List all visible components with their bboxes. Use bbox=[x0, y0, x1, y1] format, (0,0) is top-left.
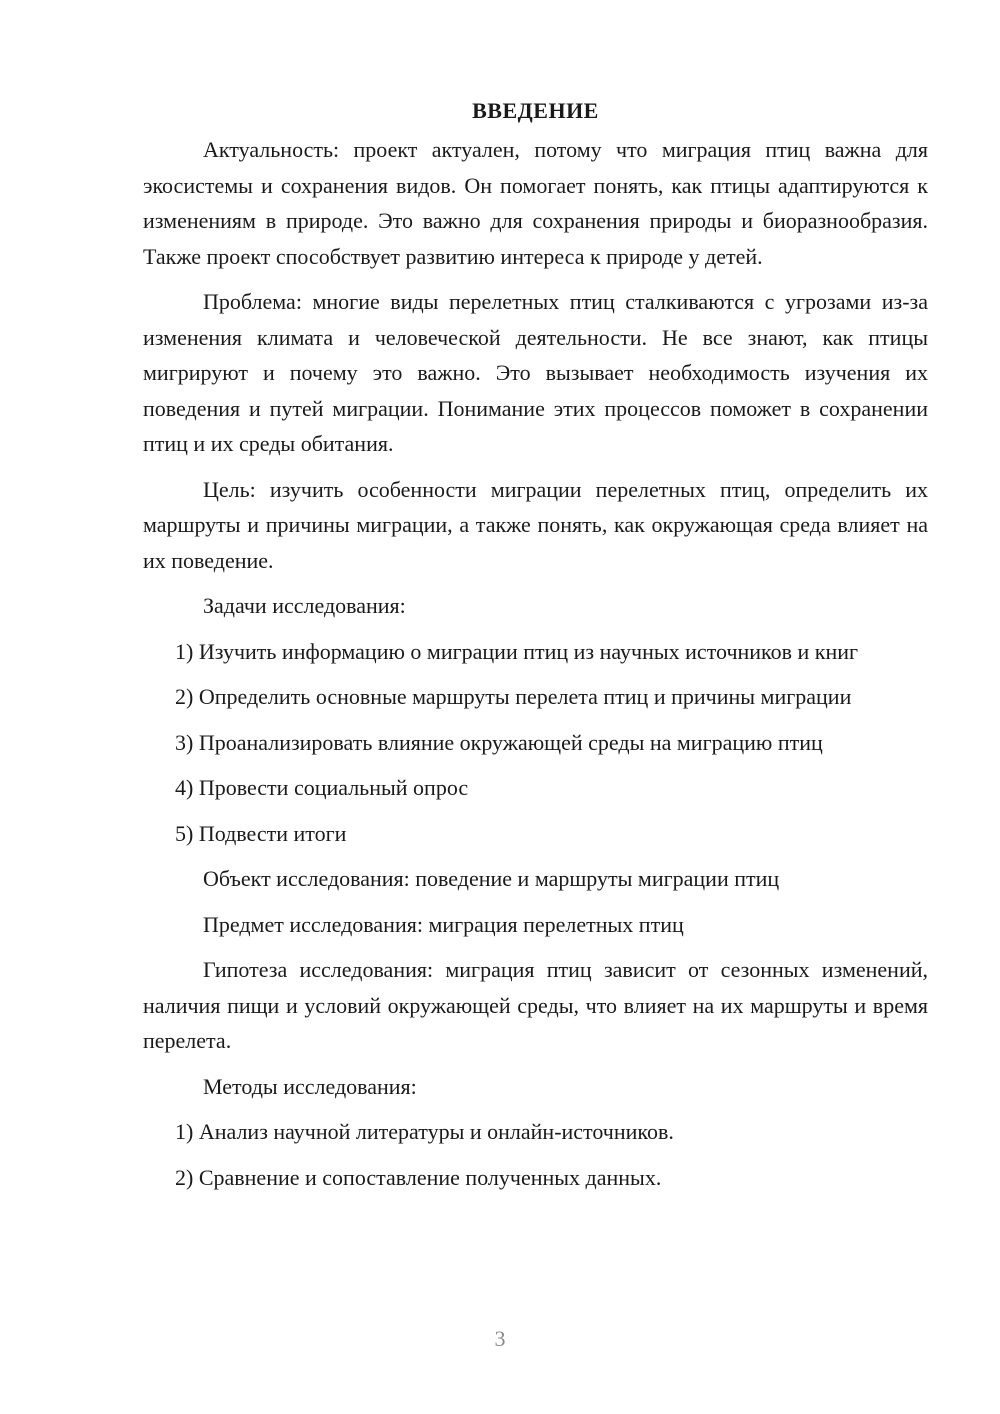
goal-paragraph: Цель: изучить особенности миграции перелетных птиц, определить их маршруты и причины миграции, а также понять, как окружающая среда влияет на их поведение. bbox=[143, 476, 928, 573]
page-title: ВВЕДЕНИЕ bbox=[472, 98, 599, 123]
page-number: 3 bbox=[494, 1326, 506, 1351]
research-object: Объект исследования: поведение и маршруты миграции птиц bbox=[203, 866, 780, 891]
task-item-3: 3) Проанализировать влияние окружающей среды на миграцию птиц bbox=[175, 729, 823, 755]
task-item-2: 2) Определить основные маршруты перелета птиц и причины миграции bbox=[175, 684, 852, 709]
relevance-paragraph: Актуальность: проект актуален, потому что миграция птиц важна для экосистемы и сохранения видов. Он помогает понять, как птицы адаптируются к изменениям в природе. Это важно для сохранения природы и биоразнообразия. Также проект способствует развитию интереса к природе у детей. bbox=[143, 137, 928, 269]
research-subject: Предмет исследования: миграция перелетных птиц bbox=[203, 911, 684, 937]
problem-paragraph: Проблема: многие виды перелетных птиц сталкиваются с угрозами из-за изменения климата и человеческой деятельности. Не все знают, как птицы мигрируют и почему это важно. Это вызывает необходимость изучения их поведения и путей миграции. Понимание этих процессов поможет в сохранении птиц и их среды обитания. bbox=[143, 289, 928, 456]
task-item-1: 1) Изучить информацию о миграции птиц из научных источников и книг bbox=[175, 638, 859, 664]
tasks-heading: Задачи исследования: bbox=[203, 593, 406, 618]
task-item-4: 4) Провести социальный опрос bbox=[175, 775, 469, 800]
methods-heading: Методы исследования: bbox=[203, 1073, 417, 1099]
method-item-1: 1) Анализ научной литературы и онлайн-источников. bbox=[175, 1119, 674, 1144]
method-item-2: 2) Сравнение и сопоставление полученных данных. bbox=[175, 1164, 662, 1190]
task-item-5: 5) Подвести итоги bbox=[175, 820, 347, 846]
document-body bbox=[143, 96, 928, 1205]
hypothesis-paragraph: Гипотеза исследования: миграция птиц зависит от сезонных изменений, наличия пищи и условий окружающей среды, что влияет на их маршруты и время перелета. bbox=[143, 957, 928, 1053]
